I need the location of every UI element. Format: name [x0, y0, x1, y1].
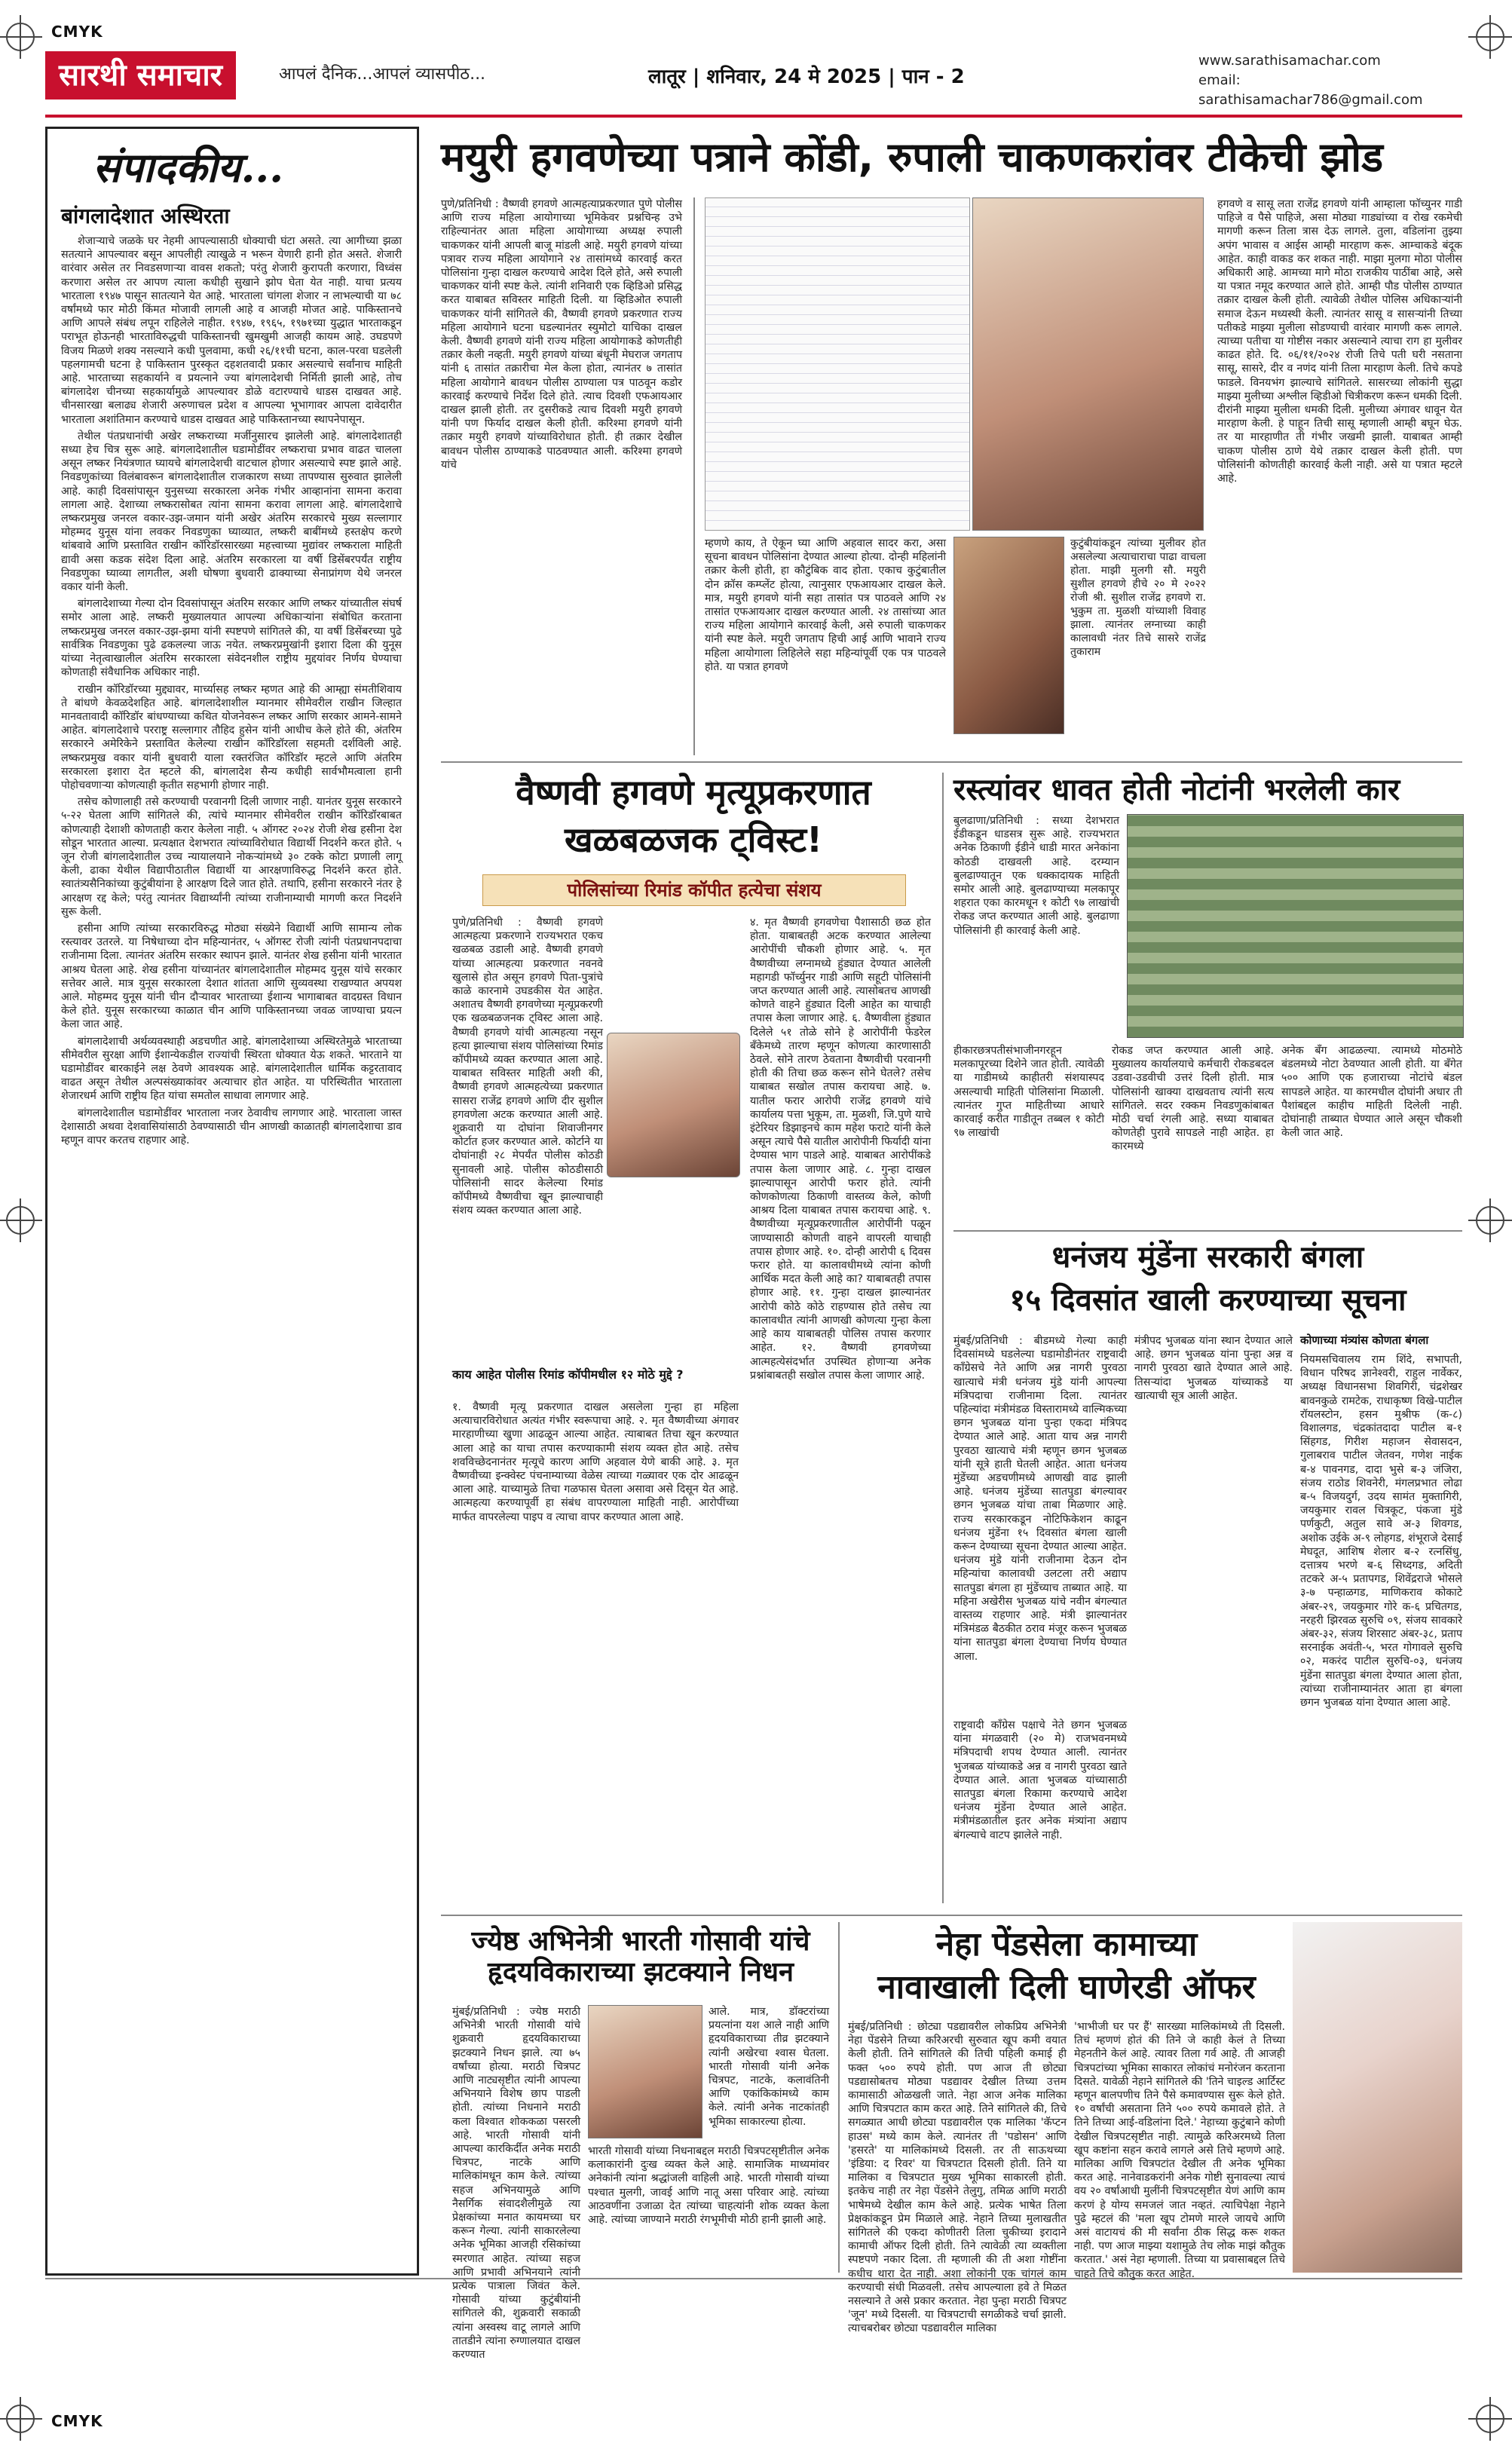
neha-column-1: मुंबई/प्रतिनिधी : छोट्या पडद्यावरील लोकप्रिय अभिनेत्री नेहा पेंडसेने तिच्या करिअरची सुरुवात खूप कमी वयात केली होती. तिने सांगितले की तिची पहिली कमाई ही फक्त ५०० रुपये होती. पण आज ती छोट्या पडद्यासोबतच मोठ्या पडद्यावर देखील तिच्या उत्तम कामासाठी ओळखली जाते. नेहा आज अनेक मालिका आणि चित्रपटात काम करत आहे. तिने सांगितले की, तिचे सगळ्यात आधी छोट्या पडद्यावरील एक मालिका 'कॅप्टन हाउस' मध्ये काम केले. त्यानंतर ती 'पडोसन' आणि 'हसरते' या मालिकांमध्ये दिसली. तर ती साऊथच्या 'इंडिया: द रिवर' या चित्रपटात दिसली होती. तिने या मालिका व चित्रपटात मुख्य भूमिका साकारली होती. इतकेच नाही तर नेहा पेंडसेने तेलुगु, तमिळ आणि मराठी भाषेमध्ये देखील काम केले आहे. प्रत्येक भाषेत तिला प्रेक्षकांकडून प्रेम मिळाले आहे. नेहाने तिच्या मुलाखतीत सांगितले की एकदा कोणीतरी तिला चुकीच्या इरादाने कामाची ऑफर दिली होती. तिने त्यावेळी त्या व्यक्तीला स्पष्टपणे नकार दिला. ती म्हणाली की ती अशा गोष्टींना कधीच थारा देत नाही. अशा लोकांनी एक चांगलं काम करण्याची संधी मिळवली. तसेच आपल्याला हवे ते मिळत नसल्याने ते असे प्रकार करतात. नेहा पुन्हा मराठी चित्रपट 'जून' मध्ये दिसली. या चित्रपटाची सगळीकडे चर्चा झाली. त्याचबरोबर छोट्या पडद्यावरील मालिका: [848, 2021, 1067, 2335]
editorial-section-title: संपादकीय...: [93, 143, 284, 191]
editorial-box: [45, 127, 419, 2276]
munde-column-2: राष्ट्रवादी काँग्रेस पक्षाचे नेते छगन भुजबळ यांना मंगळवारी (२० मे) राजभवनमध्ये मंत्रिपदाची शपथ देण्यात आली. त्यानंतर भुजबळ यांच्याकडे अन्न व नागरी पुरवठा खाते देण्यात आले. आता भुजबळ यांच्यासाठी सातपुडा बंगला रिकामा करण्याचे आदेश धनंजय मुंडेंना देण्यात आले आहेत. मंत्रीमंडळातील इतर अनेक मंत्र्यांना अद्याप बंगल्याचे वाटप झालेले नाही.: [953, 1719, 1127, 1841]
editorial-paragraph: बांगलादेशाची अर्थव्यवस्थाही अडचणीत आहे. बांगलादेशाच्या अस्थिरतेमुळे भारताच्या सीमेवरील सुरक्षा आणि ईशान्येकडील राज्यांची स्थिरता धोक्यात येऊ शकते. भारताने या घडामोडींवर बारकाईने लक्ष ठेवणे आवश्यक आहे. बांगलादेशातील धार्मिक कट्टरतावाद वाढत असून तेथील अल्पसंख्याकांवर अत्याचार होत आहेत. या परिस्थितीत भारताला शेजारधर्म आणि राष्ट्रीय हित यांचा समतोल साधावा लागणार आहे.: [61, 1035, 402, 1103]
mayuri-photo-caption: कुटुंबीयांकडून त्यांच्या मुलीवर होत असलेल्या अत्याचाराचा पाढा वाचला होता. माझी मुलगी सौ. मयुरी सुशील हगवणे हीचे २० मे २०२२ रोजी श्री. सुशील राजेंद्र हगवणे रा. भुकुम ता. मुळशी यांच्याशी विवाह झाला. त्यानंतर लग्नाच्या काही कालावधी नंतर तिचे सासरे राजेंद्र तुकाराम: [1070, 537, 1206, 658]
bharati-headline: ज्येष्ठ अभिनेत्री भारती गोसावी यांचे हृदयविकाराच्या झटक्याने निधन: [471, 1926, 810, 1988]
bharati-photo: [588, 2005, 702, 2138]
column-divider: [838, 1922, 840, 2273]
vaishnavi-column-1: पुणे/प्रतिनिधी : वैष्णवी हगवणे आत्महत्या प्रकरणाने राज्यभरात एकच खळबळ उडाली आहे. वैष्णवी हगवणे यांच्या आत्महत्या प्रकरणात नवनवे खुलासे होत असून हगवणे पिता-पुत्रांचे काळे कारनामे उघडकीस येत आहेत. अशातच वैष्णवी हगवणेच्या मृत्यूप्रकरणी एक खळबळजनक ट्विस्ट आला आहे. वैष्णवी हगवणे यांची आत्महत्या नसून हत्या झाल्याचा संशय पोलिसांच्या रिमांड कॉपीमध्ये व्यक्त करण्यात आला आहे. याबाबत सविस्तर माहिती अशी की, वैष्णवी हगवणे आत्महत्येच्या प्रकरणात सासरा राजेंद्र हगवणे आणि दीर सुशील हगवणेला अटक करण्यात आली आहे. शुक्रवारी या दोघांना शिवाजीनगर कोर्टात हजर करण्यात आले. कोर्टाने या दोघांनाही २८ मेपर्यंत पोलीस कोठडी सुनावली आहे. पोलीस कोठडीसाठी पोलिसांनी सादर केलेल्या रिमांड कॉपीमध्ये वैष्णवीचा खून झाल्याचाही संशय व्यक्त करण्यात आला आहे.: [452, 917, 603, 1217]
bharati-column-1: मुंबई/प्रतिनिधी : ज्येष्ठ मराठी अभिनेत्री भारती गोसावी यांचे शुक्रवारी हृदयविकाराच्या झटक्याने निधन झाले. त्या ७५ वर्षांच्या होत्या. मराठी चित्रपट आणि नाट्यसृष्टीत त्यांनी आपल्या अभिनयाने विशेष छाप पाडली होती. त्यांच्या निधनाने मराठी कला विश्वात शोककळा पसरली आहे. भारती गोसावी यांनी आपल्या कारकिर्दीत अनेक मराठी चित्रपट, नाटके आणि मालिकांमधून काम केले. त्यांच्या सहज अभिनयामुळे आणि नैसर्गिक संवादशैलीमुळे त्या प्रेक्षकांच्या मनात कायमच्या घर करून गेल्या. त्यांनी साकारलेल्या अनेक भूमिका आजही रसिकांच्या स्मरणात आहेत. त्यांच्या सहज आणि प्रभावी अभिनयाने त्यांनी प्रत्येक पात्राला जिवंत केले. गोसावी यांच्या कुटुंबीयांनी सांगितले की, शुक्रवारी सकाळी त्यांना अस्वस्थ वाटू लागले आणि तातडीने त्यांना रुग्णालयात दाखल करण्यात: [452, 2006, 580, 2362]
registration-mark: [1476, 1206, 1504, 1235]
column-divider: [942, 773, 944, 1903]
registration-mark: [6, 23, 35, 51]
registration-mark: [6, 1206, 35, 1235]
editorial-paragraph: हसीना आणि त्यांच्या सरकारविरुद्ध मोठ्या संख्येने विद्यार्थी आणि सामान्य लोक रस्त्यावर उतरले. या निषेधाच्या दोन महिन्यानंतर, ५ ऑगस्ट रोजी त्यांनी पंतप्रधानपदाचा राजीनामा दिला. त्यानंतर अंतरिम सरकार स्थापन झाले. यानंतर शेख हसीना यांनी भारतात आश्रय घेतला आहे. शेख हसीना यांच्यानंतर बांगलादेशातील मोहम्मद युनूस यांचे सरकार सत्तेवर आले. मात्र युनूस सरकारला देशात शांतता आणि सुव्यवस्था राखण्यात अपयश आले. मोहम्मद युनूस यांनी चीन दौऱ्यावर भारताच्या ईशान्य भागाबाबत वादग्रस्त विधान केले होते. युनूस सरकारच्या काळात चीन आणि पाकिस्तानच्या जवळ जाण्याचा प्रयत्न केला जात आहे.: [61, 922, 402, 1031]
email-link[interactable]: email: sarathisamachar786@gmail.com: [1198, 72, 1423, 108]
dateline: लातूर | शनिवार, 24 मे 2025 | पान - 2: [648, 66, 965, 88]
vaishnavi-list-title: काय आहेत पोलीस रिमांड कॉपीमधील १२ मोठे मुद्दे ?: [452, 1367, 684, 1382]
vaishnavi-list-a: १. वैष्णवी मृत्यू प्रकरणात दाखल असलेला गुन्हा हा महिला अत्याचारविरोधात अत्यंत गंभीर स्वरूपाचा आहे. २. मृत वैष्णवीच्या अंगावर मारहाणीच्या खुणा आढळून आल्या आहेत. त्याबाबत तिचा खून करण्यात आला आहे का याचा तपास करण्याकामी संशय व्यक्त होत आहे. तसेच शवविच्छेदनानंतर मृत्यूचे कारण आणि अहवाल येणे बाकी आहे. ३. मृत वैष्णवीच्या इन्क्वेस्ट पंचनाम्याच्या वेळेस त्याच्या गळ्यावर एक दोर आढळून आला आहे. याच्यामुळे तिचा गळफास घेतला असावा असे दिसून येत आहे. आत्महत्या करण्यापूर्वी हा संबंध वापरण्याला माहिती नाही. आरोपींच्या मार्फत वापरलेल्या पाइप व त्याचा वापर करण्यात आला आहे.: [452, 1401, 739, 1523]
cmyk-label: CMYK: [51, 2412, 103, 2430]
bharati-column-2: आले. मात्र, डॉक्टरांच्या प्रयत्नांना यश आले नाही आणि हृदयविकाराच्या तीव्र झटक्याने त्यांनी अखेरचा श्वास घेतला. भारती गोसावी यांनी अनेक चित्रपट, नाटके, कलावंतिनी आणि एकांकिकांमध्ये काम केले. त्यांनी अनेक नाटकांतही भूमिका साकारल्या होत्या.: [709, 2006, 829, 2128]
mayuri-column-1: पुणे/प्रतिनिधी : वैष्णवी हगवणे आत्महत्याप्रकरणात पुणे पोलीस आणि राज्य महिला आयोगाच्या भूमिकेवर प्रश्नचिन्ह उभे राहिल्यानंतर आता महिला आयोगाच्या अध्यक्ष रुपाली चाकणकर यांनी आपली बाजू मांडली आहे. मयुरी हगवणे यांच्या पत्रावर राज्य महिला आयोगाने २४ तासांमध्ये कारवाई करत पोलिसांना गुन्हा दाखल करण्याचे आदेश दिले होते, असे रुपाली चाकणकर यांनी स्पष्ट केले. त्यांनी शनिवारी एक व्हिडिओ प्रसिद्ध करत याबाबत सविस्तर माहिती दिली. या व्हिडिओत रुपाली चाकणकर यांनी सांगितले की, वैष्णवी हगवणे प्रकरणात राज्य महिला आयोगाने घटना घडल्यानंतर स्युमोटो याचिका दाखल केली. वैष्णवी हगवणे यांनी राज्य महिला आयोगाकडे कोणतीही तक्रार केली नव्हती. मयुरी हगवणे यांच्या बंधूनी मेघराज जगताप यांनी ६ तासांत तक्रारीचा मेल केला होता, त्यानंतर ७ तासांत महिला आयोगाने बावधन पोलीस ठाण्याला पत्र पाठवून कडोर कारवाई करण्याचे निर्देश दिले होते. त्याच दिवशी एफआयआर दाखल झाली होती. तर दुसरीकडे त्याच दिवशी मयुरी हगवणे यांनी पण फिर्याद दाखल केली होती. करिश्मा हगवणे यांनी तक्रार मयुरी हगवणे यांच्याविरोधात होती. ही तक्रार देखील बावधन पोलीस ठाण्याकडे पाठवण्यात आली. करिश्मा हगवणे यांचे: [441, 198, 682, 471]
masthead: [45, 45, 1462, 118]
contact-block: [1198, 51, 1462, 110]
section-divider: [441, 761, 1462, 763]
editorial-paragraph: तेथील पंतप्रधानांची अखेर लष्कराच्या मर्जीनुसारच झालेली आहे. बांगलादेशातही सध्या हेच चित्र सुरू आहे. बांगलादेशातील घडामोडींवर लष्कराचा प्रभाव वाढत चालला असून लष्कर नियंत्रणात घ्यायचे बांगलादेशची वाटचाल होणार असल्याचे स्पष्ट झाले आहे. निवडणुकांच्या विलंबावरून बांगलादेशातील राजकारण सध्या तापण्यास सुरुवात झालेली आहे. काही दिवसांपासून युनुसच्या सरकारला अनेक गंभीर आव्हानांना सामना करावा लागला आहे. देशाच्या लष्करासोबत त्यांना सामना करावा लागला आहे. बांगलादेशाचे लष्करप्रमुख जनरल वकार-उझ-जमान यांनी अखेर अंतरिम सरकारचे मुख्य सल्लागार मोहम्मद युनूस यांना लवकर निवडणुका घ्याव्यात, लष्करी बाबींमध्ये हस्तक्षेप करणे थांबवावे आणि प्रस्तावित राखीन कॉरिडॉरसारख्या महत्त्वाच्या मुद्यांवर लष्कराला माहिती द्यावी असा कडक संदेश दिला आहे. अंतरिम सरकारला या वर्षी डिसेंबरपर्यंत राष्ट्रीय निवडणुका घ्याव्या लागतील, अशी घोषणा बुधवारी ढाक्याच्या सेनाप्रांगण येथे जनरल वकार यांनी केली.: [61, 430, 402, 594]
registration-mark: [1476, 23, 1504, 51]
vaishnavi-subhead: पोलिसांच्या रिमांड कॉपीत हत्येचा संशय: [482, 874, 906, 906]
neha-column-2: 'भाभीजी घर पर हैं' सारख्या मालिकांमध्ये ती दिसली. तिचं म्हणणं होतं की तिने जे काही केलं ते तिच्या मेहनतीने केलं आहे. त्यावर तिला गर्व आहे. ती आजही चित्रपटांच्या भूमिका साकारत लोकांचं मनोरंजन करताना दिसते. यावेळी नेहाने सांगितले की 'तिने चाइल्ड आर्टिस्ट म्हणून बालपणीच तिने पैसे कमावण्यास सुरू केले होते. १० वर्षांची असताना तिने ५०० रुपये कमावले होते. ते तिने तिच्या आई-वडिलांना दिले.' नेहाच्या कुटुंबाने कोणी देखील चित्रपटसृष्टीत नाही. त्यामुळे करिअरमध्ये तिला खूप कष्टांना सहन करावे लागले असे तिचे म्हणणे आहे. मालिका आणि चित्रपटांत देखील ती अनेक भूमिका करत आहे. नानेवाडकरांनी अनेक गोष्टी सुनावल्या त्याचं वय २० वर्षांआधी मुलींनी चित्रपटसृष्टीत येणं आणि काम करणं हे योग्य समजलं जात नव्हतं. त्याचिपेक्षा नेहाने पुढे म्हटलं की 'मला खूप टोमणे मारले जायचे आणि असं वाटायचं की मी सर्वांना ठीक सिद्ध करू शकत नाही. पण आज माझ्या यशामुळे तेच लोक माझं कौतुक करतात.' असं नेहा म्हणाली. तिच्या या प्रवासाबद्दल तिचे चाहते तिचे कौतुक करत आहेत.: [1074, 2021, 1285, 2280]
section-divider: [953, 1230, 1462, 1232]
registration-mark: [6, 2405, 35, 2433]
newspaper-logo: सारथी समाचार: [45, 51, 236, 99]
section-divider: [45, 2278, 1462, 2279]
bharati-column-3: भारती गोसावी यांच्या निधनाबद्दल मराठी चित्रपटसृष्टीतील अनेक कलाकारांनी दुःख व्यक्त केले आहे. सामाजिक माध्यमांवर अनेकांनी त्यांना श्रद्धांजली वाहिली आहे. भारती गोसावी यांच्या पश्चात मुलगी, जावई आणि नातू असा परिवार आहे. त्यांच्या आठवणींना उजाळा देत त्यांच्या चाहत्यांनी शोक व्यक्त केला आहे. त्यांच्या जाण्याने मराठी रंगभूमीची मोठी हानी झाली आहे.: [588, 2145, 829, 2227]
letter-photo: [705, 197, 970, 531]
munde-headline-1: धनंजय मुंडेंना सरकारी बंगला: [1051, 1240, 1364, 1275]
neha-headline-2: नावाखाली दिली घाणेरडी ऑफर: [877, 1968, 1256, 2007]
editorial-paragraph: बांगलादेशातील घडामोडींवर भारताला नजर ठेवावीच लागणार आहे. भारताला जास्त देशासाठी अथवा देशवासियांसाठी ठेवण्यासाठी चीन आणखी काळातही बांगलादेशाचा डाव म्हणून वापर करतच राहणार आहे.: [61, 1107, 402, 1146]
editorial-title: बांगलादेशात अस्थिरता: [61, 204, 230, 228]
editorial-paragraph: शेजाऱ्याचे जळके घर नेहमी आपल्यासाठी धोक्याची घंटा असते. त्या आगीच्या झळा सतत्याने आपल्यावर बसून आपलीही त्याखुळे न भरून येणारी हानी होत असते. शेजारी वारंवार असेल तर निवडसणाऱ्या वावस शकतो; परंतु शेजारी कुरापती करणारा, विध्वंस करणारा असेल तर आपण त्याला कधीही सुखाने झोप घेता येत नाही. याचा प्रत्यय भारताला १९४७ पासून सातत्याने येत आहे. भारताला चांगला शेजार न लाभल्याची या ७८ वर्षांमध्ये फार मोठी किंमत मोजावी लागली आहे व आजही मोजत आहे. पाकिस्तानचे आणि आपले संबंध लपून राहिलेले नाहीत. १९४७, १९६५, १९७१च्या युद्धात भारताकडून पराभूत होऊनही भारताविरुद्धची पाकिस्तानची खुमखुमी आजही कायम आहे. उघडपणे विजय मिळणे शक्य नसल्याने कधी पुलवामा, कधी २६/११ची घटना, काल-परवा घडलेली पहलगामची घटना हे पाकिस्तान पुरस्कृत दहशतवादी प्रकार असल्याचे सर्वांनाच माहिती आहे. भारताच्या सहकार्याने व प्रयत्नाने ज्या बांगलादेशची निर्मिती झाली आहे, तोच बांगलादेश चीनच्या सहकार्यामुळे आपल्यावर डोळे वटारण्याचे धाडस दाखवत आहे. चीनसारखा बलाढ्य शेजारी अरुणाचल प्रदेश व आपल्या भूभागावर आपला दावेदारीत भारताला अशांतिमान करण्याचे धाडस दाखवत आहे पाकिस्तानच्या स्थापनेपासून.: [61, 235, 402, 426]
vaishnavi-headline-2: खळबळजक ट्विस्ट!: [564, 819, 823, 860]
editorial-body: [61, 234, 402, 2262]
car-column-2: रोकड जप्त करण्यात आली आहे. मुख्यालय कार्यालयाचे कर्मचारी रोकडबदल उडवा-उडवीची उत्तरं दिली होती. मात्र पोलिसांनी खाक्या दाखवताच त्यांनी सत्य सांगितले. सदर रक्कम निवडणुकांबाबत मोठी चर्चा रंगली आहे. सध्या याबाबत कोणतेही पुरावे सापडले नाही आहेत. हा कारमध्ये: [1112, 1045, 1274, 1153]
column-divider: [693, 197, 695, 755]
munde-list-title: कोणाच्या मंत्र्यांस कोणता बंगला: [1300, 1333, 1429, 1347]
car-column-3: अनेक बँग आढळल्या. त्यामध्ये मोठमोठे बंडलमध्ये नोटा ठेवण्यात आली होती. या बँगेत ५०० आणि एक हजाराच्या नोटांचे बंडल सापडले आहेत. या कारमधील दोघांनी अधार ती पैशांबद्दल काहीच माहिती दिलेली नाही. दोघांनाही ताब्यात घेण्यात आले असून चौकशी केली जात आहे.: [1281, 1045, 1462, 1140]
cash-photo: [1127, 814, 1464, 1038]
munde-column-3: मंत्रीपद भुजबळ यांना स्थान देण्यात आले आहे. छगन भुजबळ यांना पुन्हा अन्न व नागरी पुरवठा खाते देण्यात आले आहे. तिसऱ्यांदा भुजबळ यांच्याकडे या खात्याची सूत्र आली आहेत.: [1134, 1335, 1293, 1402]
neha-photo: [1293, 1922, 1462, 2273]
neha-headline-1: नेहा पेंडसेला कामाच्या: [935, 1925, 1198, 1964]
mayuri-headline: मयुरी हगवणेच्या पत्राने कोंडी, रुपाली चाकणकरांवर टीकेची झोड: [441, 133, 1384, 181]
munde-bungalow-list: नियमसचिवालय राम शिंदे, सभापती, विधान परिषद ज्ञानेश्वरी, राहुल नार्वेकर, अध्यक्ष विधानसभा शिवगिरी, चंद्रशेखर बावनकुळे रामटेक, राधाकृष्ण विखे-पाटील रॉयलस्टोन, हसन मुश्रीफ (क-८) विशालगड, चंद्रकांतदादा पाटील ब-१ सिंहगड, गिरीश महाजन सेवासदन, गुलाबराव पाटील जेतवन, गणेश नाईक ब-४ पावनगड, दादा भुसे ब-३ जंजिरा, संजय राठोड शिवनेरी, मंगलप्रभात लोढा ब-५ विजयदुर्ग, उदय सामंत मुक्तागिरी, जयकुमार रावल चित्रकूट, पंकजा मुंडे पर्णकुटी, अतुल सावे अ-३ शिवगड, अशोक उईके अ-९ लोहगड, शंभूराजे देसाई मेघदूत, आशिष शेलार ब-२ रत्नसिंधु, दत्तात्रय भरणे ब-६ सिध्दगड, अदिती तटकरे अ-५ प्रतापगड, शिवेंद्रराजे भोसले ३-७ पन्हाळगड, माणिकराव कोकाटे अंबर-२९, जयकुमार गोरे क-६ प्रचितगड, नरहरी झिरवळ सुरुचि ०९, संजय सावकारे अंबर-३२, संजय शिरसाट अंबर-३८, प्रताप सरनाईक अवंती-५, भरत गोगावले सुरुचि ०२, मकरंद पाटील सुरुचि-०३, धनंजय मुंडेंना सातपुडा बंगला देण्यात आला होता, त्यांच्या राजीनाम्यानंतर आता हा बंगला छगन भुजबळ यांना देण्यात आला आहे.: [1300, 1354, 1462, 1710]
section-divider: [441, 1915, 1462, 1916]
editorial-paragraph: राखीन कॉरिडॉरच्या मुद्द्यावर, मार्च्यासह लष्कर म्हणत आहे की आम्ह्या संमतीशिवाय ते बांधणे केवळदेशहित आहे. बांगलादेशाशील म्यानमार सीमेवरील राखीन जिल्हात मानवतावादी कॉरिडॉर बांधण्याच्या कथित योजनेवरून लष्कर आणि सरकार आमने-सामने आहेत. बांगलादेशाचे परराष्ट्र सल्लागार तौहिद हुसेन यांनी आधीच केले होते की, अंतरिम सरकारने अमेरिकेने प्रस्तावित केलेल्या राखीन कॉरिडॉरला सहमती दर्शविली आहे. लष्करप्रमुख वकार यांनी बुधवारी याला रक्तरंजित कॉरिडॉर म्हटले आणि अंतरिम सरकारला इशारा देत म्हटले की, बांगलादेश सैन्य कधीही सार्वभौमत्वाला हानी पोहोचवणाऱ्या कोणत्याही कृतीत सहभागी होणार नाही.: [61, 683, 402, 791]
car-intro: बुलढाणा/प्रतिनिधी : सध्या देशभरात ईडीकडून धाडसत्र सुरू आहे. राज्यभरात अनेक ठिकाणी ईडीने धाडी मारत अनेकांना कोठडी दाखवली आहे. दरम्यान बुलढाण्यातून एक धक्कादायक माहिती समोर आली आहे. बुलढाण्याच्या मलकापूर शहरात एका कारमधून १ कोटी ९७ लाखांची रोकड जप्त करण्यात आली आहे. बुलढाणा पोलिसांनी ही कारवाई केली आहे.: [953, 815, 1119, 937]
editorial-paragraph: बांगलादेशाच्या गेल्या दोन दिवसांपासून अंतरिम सरकार आणि लष्कर यांच्यातील संघर्ष समोर आला आहे. लष्करी मुख्यालयात आपल्या अधिकाऱ्यांना संबोधित करताना लष्करप्रमुख जनरल वकार-उझ-झमा यांनी स्पष्टपणे सांगितले की, या वर्षी डिसेंबरच्या पुढे सार्वत्रिक निवडणुका पुढे ढकलल्या जाऊ नयेत. लष्करप्रमुखांनी इशारा दिला की युनूस यांच्या नेतृत्वाखालील अंतरिम सरकारला संवेदनशील राष्ट्रीय मुद्दयांवर निर्णय घेण्याचा कोणताही संवैधानिक अधिकार नाही.: [61, 598, 402, 679]
mayuri-column-3: हगवणे व सासू लता राजेंद्र हगवणे यांनी आम्हाला फॉच्युनर गाडी पाहिजे व पैसे पाहिजे, असा मोठ्या गाड्यांच्या व रोख रकमेची मागणी करून तिला त्रास देऊ लागले. तुला, वडिलांना तुझ्या अपंग भावास व आईस आम्ही मारहाण करू. आम्चाकडे बंदूक आहेत. काही वाकड कर शकत नाही. माझा मुलगा मोठा पोलीस अधिकारी आहे. आमच्या मागे मोठा राजकीय पाठींबा आहे, असे या पत्रात नमूद करण्यात आले होते. आम्ही पौड पोलीस ठाण्यात तक्रार दाखल केली होती. त्यावेळी तेथील पोलिस अधिकाऱ्यांनी समाज देऊन मध्यस्थी केली. त्यानंतर सासू व सासऱ्यांनी तिच्या पतीकडे माझ्या मुलीला सोडण्याची वारंवार मागणी करू लागले. त्याच्या पतीचा या गोष्टीस नकार असल्याने त्याचा राग हा मुलीवर काढत होते. दि. ०६/११/२०२४ रोजी तिचे पती घरी नसताना सासू, सासरे, दीर व नणंद यांनी तिला मारहाण केली. तिचे कपडे फाडले. विनयभंग झाल्याचे सांगितले. सासरच्या लोकांनी सुद्धा माझ्या मुलीच्या अश्लील व्हिडीओ चित्रीकरण करून धमकी दिली. दीरांनी माझ्या मुलीला धमकी दिली. मुलीच्या अंगावर धावून येत मारहाण केली. हे पाहून तिची सासू म्हणाली आम्ही बघून घेऊ. तर या मारहाणीत ती गंभीर जखमी झाली. याबाबत आम्ही चाकण पोलीस ठाणे येथे तक्रार दाखल केली होती. पण पोलिसांनी कोणतीही कारवाई केली नाही. असे या पत्रात म्हटले आहे.: [1217, 198, 1462, 485]
munde-column-1: मुंबई/प्रतिनिधी : बीडमध्ये गेल्या काही दिवसांमध्ये घडलेल्या घडामोडीनंतर राष्ट्रवादी काँग्रेसचे नेते आणि अन्न नागरी पुरवठा खात्याचे मंत्री धनंजय मुंडे यांनी आपल्या मंत्रिपदाचा राजीनामा दिला. त्यानंतर पहिल्यांदा मंत्रीमंडळ विस्तारामध्ये वाल्मिकच्या छगन भुजबळ यांना पुन्हा एकदा मंत्रिपद देण्यात आले आहे. आता याच अन्न नागरी पुरवठा खात्याचे मंत्री म्हणून छगन भुजबळ यांनी सूत्रे हाती घेतली आहेत. आता धनंजय मुंडेंच्या अडचणीमध्ये आणखी वाढ झाली आहे. धनंजय मुंडेंच्या सातपुडा बंगल्यावर छगन भुजबळ यांचा ताबा मिळणार आहे. राज्य सरकारकडून नोटिफिकेशन काढून धनंजय मुंडेंना १५ दिवसांत बंगला खाली करून देण्याच्या सूचना देण्यात आल्या आहेत. धनंजय मुंडे यांनी राजीनामा देऊन दोन महिन्यांचा कालावधी उलटला तरी अद्याप सातपुडा बंगला हा मुंडेंच्याच ताब्यात आहे. या महिना अखेरीस भुजबळ यांचे नवीन बंगल्यात वास्तव्य राहणार आहे. मंत्री झाल्यानंतर मंत्रिमंडळ बैठकीत ठराव मंजूर करून भुजबळ यांना सातपुडा बंगला देण्याचा निर्णय घेण्यात आला.: [953, 1335, 1127, 1663]
vaishnavi-headline-1: वैष्णवी हगवणे मृत्यूप्रकरणात: [516, 772, 871, 813]
editorial-paragraph: तसेच कोणालाही तसे करण्याची परवानगी दिली जाणार नाही. यानंतर युनूस सरकारने ५-२२ घेतला आणि सांगितले की, त्यांचे म्यानमार सीमेवरील राखीन कॉरिडॉरबाबत कोणत्याही देशाशी कोणताही करार केलेला नाही. ५ ऑगस्ट २०२४ रोजी शेख हसीना देश सोडून भारतात आल्या. प्रत्यक्षात देशभरात त्यांच्याविरोधात विद्यार्थी निदर्शने करत होते. ५ जून रोजी बांगलादेशातील उच्च न्यायालयाने नोकऱ्यांमध्ये ३० टक्के कोटा प्रणाली लागू केली, ढाका येथील विद्यापीठातील विद्यार्थी या आरक्षणाविरुद्ध निदर्शने करत होते. स्वातंत्र्यसैनिकांच्या कुटुंबीयांना हे आरक्षण दिले जात होते. तथापि, हसीना सरकारने नंतर हे आरक्षण रद्द केले; परंतु त्यानंतर विद्यार्थ्यांनी त्यांच्या राजीनाम्याची मागणी करत निदर्शने सुरू केली.: [61, 796, 402, 918]
vaishnavi-list-b: ४. मृत वैष्णवी हगवणेचा पैशासाठी छळ होत होता. याबाबतही अटक करण्यात आलेल्या आरोपींची चौकशी होणार आहे. ५. मृत वैष्णवीच्या लग्नामध्ये हुंड्यात देण्यात आलेली महागडी फॉर्च्युनर गाडी आणि सहूटी पोलिसांनी जप्त करण्यात आली आहे. त्यासोबतच आणखी कोणते वाहने हुंड्यात दिली आहेत का याचाही तपास केला जाणार आहे. ६. वैष्णवीला हुंड्यात दिलेले ५१ तोळे सोने हे आरोपींनी फेडरेल बँकेमध्ये तारण म्हणून कोणत्या कारणासाठी ठेवले. सोने तारण ठेवताना वैष्णवीची परवानगी होती की तिचा छळ करून सोने घेतले? तसेच याबाबत सखोल तपास करायचा आहे. ७. यातील फरार आरोपी राजेंद्र हगवणे यांचे कार्यालय पत्ता भुकूम, ता. मुळशी, जि.पुणे याचे इंटेरियर डिझाइनचे काम महेश फराटे यांनी केले असून त्याचे पैसे यातील आरोपीनी फिर्यादी यांना देण्यास भाग पाडले आहे. याबाबत आरोपींकडे तपास केला जाणार आहे. ८. गुन्हा दाखल झाल्यापासून आरोपी फरार होते. त्यांनी कोणकोणत्या ठिकाणी वास्तव्य केले, कोणी आश्रय दिला याबाबत तपास करायचा आहे. ९. वैष्णवीच्या मृत्यूप्रकरणातील आरोपींनी पळून जाण्यासाठी कोणती वाहने वापरली याचाही तपास होणार आहे. १०. दोन्ही आरोपी ६ दिवस फरार होते. या कालावधीमध्ये त्यांना कोणी आर्थिक मदत केली आहे का? याबाबतही तपास होणार आहे. ११. गुन्हा दाखल झाल्यानंतर आरोपी कोठे कोठे राहण्यास होते तसेच त्या कालावधीत त्यांनी आणखी कोणत्या गुन्हा केला आहे काय याबाबतही पोलिस तपास करणार आहेत. १२. वैष्णवी हगवणेच्या आत्महत्येसंदर्भात उपस्थित होणाऱ्या अनेक प्रश्नांबाबतही सखोल तपास केला जाणार आहे.: [750, 917, 931, 1382]
vaishnavi-photo: [607, 1033, 740, 1177]
mayuri-column-2: म्हणणे काय, ते ऐकून घ्या आणि अहवाल सादर करा, असा सूचना बावधन पोलिसांना देण्यात आल्या होत्या. दोन्ही महिलांनी तक्रार केली होती, हा कौटुंबिक वाद होता. एकाच कुटुंबातील दोन क्रॉस कम्प्लेंट होत्या, त्यानुसार एफआयआर दाखल केले. मात्र, मयुरी हगवणे यांनी सहा तासांत पत्र पाठवले आणि २४ तासांत एफआयआर दाखल करण्यात आली. २४ तासांच्या आत राज्य महिला आयोगाने कारवाई केली, असे रुपाली चाकणकर यांनी स्पष्ट केले. मयुरी जगताप हिची आई आणि भावाने राज्य महिला आयोगाला लिहिलेले सहा महिन्यांपूर्वी एक पत्र पाठवले होते. या पत्रात हगवणे: [705, 537, 946, 673]
cmyk-label: CMYK: [51, 23, 103, 41]
car-column-1: हीकारछत्रपतीसंभाजीनगरहून मलकापूरच्या दिशेने जात होती. त्यावेळी या गाडीमध्ये काहीतरी संशयास्पद असल्याची माहिती पोलिसांना मिळाली. त्यानंतर गुप्त माहितीच्या आधारे कारवाई करीत गाडीतून तब्बल १ कोटी ९७ लाखांची: [953, 1045, 1104, 1140]
car-headline: रस्त्यांवर धावत होती नोटांनी भरलेली कार: [953, 773, 1400, 807]
website-link[interactable]: www.sarathisamachar.com: [1198, 53, 1381, 69]
actress-photo: [972, 197, 1204, 531]
woman-portrait-photo: [953, 537, 1064, 734]
munde-headline-2: १५ दिवसांत खाली करण्याच्या सूचना: [1009, 1283, 1406, 1318]
tagline: आपलं दैनिक...आपलं व्यासपीठ...: [279, 65, 486, 84]
registration-mark: [1476, 2405, 1504, 2433]
